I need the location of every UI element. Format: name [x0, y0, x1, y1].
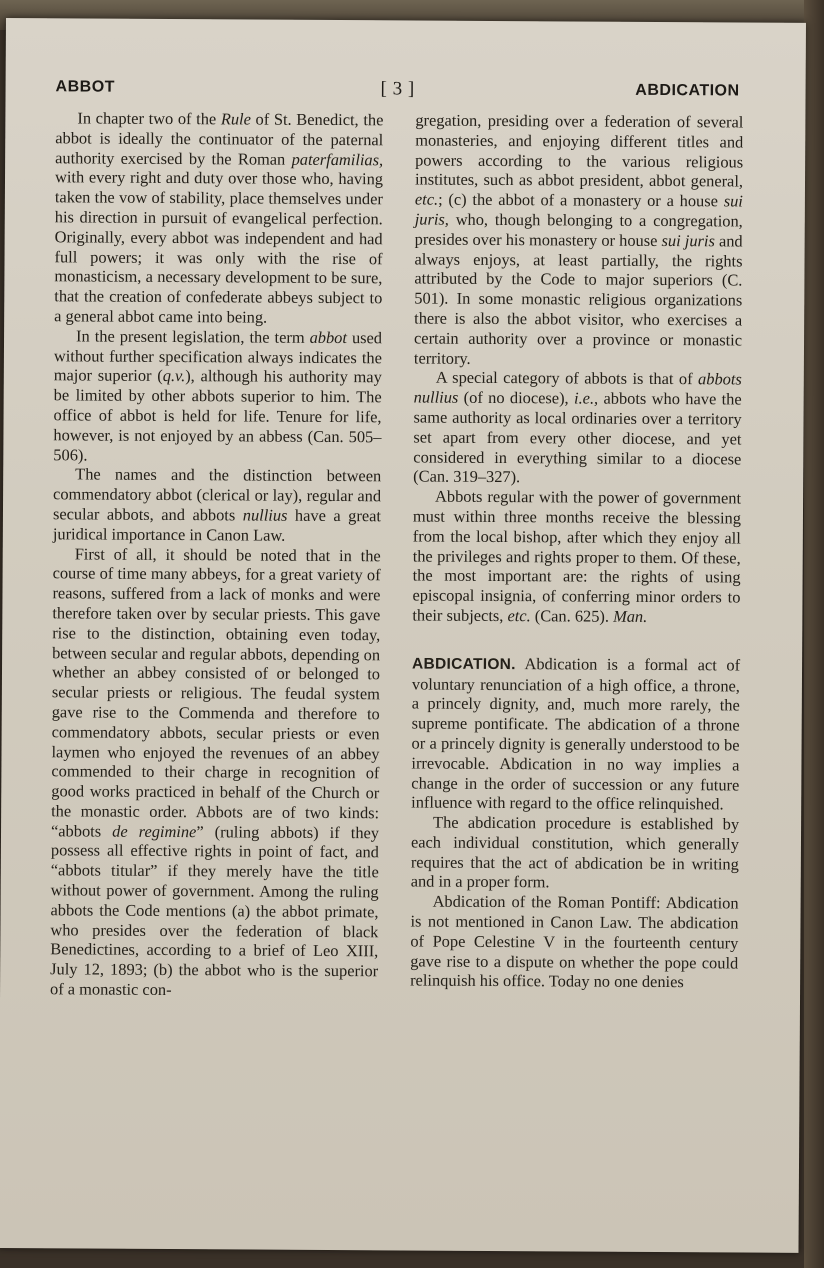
paragraph: gregation, presiding over a federation of several monasteries, and enjoying different titles and powers according to the various religious institutes, such as abbot president, abbot general, etc.; (c) the abbot of a monastery or a house sui juris, who, though belonging to a congregation, presides over his monastery or house sui juris and always enjoys, at least partially, the rights attributed by the Code to major superiors (C. 501). In some monastic religious organizations there is also the abbot visitor, who exercises a certain authority over a province or monastic territory. [413, 110, 744, 368]
paragraph: The abdication procedure is established by each individual constitution, which generally requires that the act of abdication be in writing and in a proper form. [410, 812, 740, 892]
entry-abdication: ABDICATION. Abdication is a formal act of voluntary renunciation of a high office, a throne, a princely dignity, and, much more rarely, the supreme pontificate. The abdication of a throne or a princely dignity is generally understood to be irrevocable. Abdication in no way implies a change in the order of succession or any future influence with regard to the office relinquished. [411, 653, 741, 814]
page-number: [ 3 ] [380, 78, 415, 100]
left-column [50, 108, 383, 1001]
paragraph: The names and the distinction between commendatory abbot (clerical or lay), regular and secular abbots, and abbots nullius have a great juridical importance in Canon Law. [52, 464, 382, 545]
background-edge [804, 0, 824, 1268]
running-header [55, 78, 739, 106]
right-column [410, 111, 743, 993]
paragraph: A special category of abbots is that of abbots nullius (of no diocese), i.e., abbots who have the same authority as local ordinaries over a territory set apart from every other diocese, and yet considered in everything similar to a diocese (Can. 319–327). [413, 367, 742, 487]
book-page [0, 18, 806, 1253]
paragraph: Abdication of the Roman Pontiff: Abdication is not mentioned in Canon Law. The abdication of Pope Celestine V in the fourteenth century gave rise to a dispute on whether the pope could relinquish his office. Today no one denies [410, 891, 739, 992]
header-left-guide-word: ABBOT [55, 78, 116, 96]
header-right-guide-word: ABDICATION [635, 81, 740, 100]
paragraph: In the present legislation, the term abbot used without further specification always indicates the major superior (q.v.), although his authority may be limited by other abbots superior to him. The office of abbot is held for life. Tenure for life, however, is not enjoyed by an abbess (Can. 505–506). [53, 326, 383, 465]
paragraph: Abbots regular with the power of government must within three months receive the blessing from the local bishop, after which they enjoy all the privileges and rights proper to them. Of these, the most important are: the rights of using episcopal insignia, of conferring minor orders to their subjects, etc. (Can. 625). Man. [412, 486, 742, 626]
entry-headword: ABDICATION. [412, 655, 516, 673]
paragraph: In chapter two of the Rule of St. Benedict, the abbot is ideally the continuator of the paternal authority exercised by the Roman paterfamilias, with every right and duty over those who, having taken the vow of stability, place themselves under his direction in pursuit of evangelical perfection. Originally, every abbot was independent and had full powers; it was only with the rise of monasticism, a necessary development to be sure, that the creation of confederate abbeys subject to a general abbot came into being. [54, 108, 384, 327]
paragraph: First of all, it should be noted that in the course of time many abbeys, for a great variety of reasons, suffered from a lack of monks and were therefore taken over by secular priests. This gave rise to the distinction, obtaining even today, between secular and regular abbots, depending on whether an abbey consisted of or belonged to secular priests or religious. The feudal system gave rise to the Commenda and therefore to commendatory abbots, secular priests or even laymen who enjoyed the revenues of an abbey commended to their charge in recognition of good works practiced in behalf of the Church or the monastic order. Abbots are of two kinds: “abbots de regimine” (ruling abbots) if they possess all effective rights in point of fact, and “abbots titular” if they merely have the title without power of government. Among the ruling abbots the Code mentions (a) the abbot primate, who presides over the federation of black Benedictines, according to a brief of Leo XIII, July 12, 1893; (b) the abbot who is the superior of a monastic con- [50, 543, 381, 1000]
